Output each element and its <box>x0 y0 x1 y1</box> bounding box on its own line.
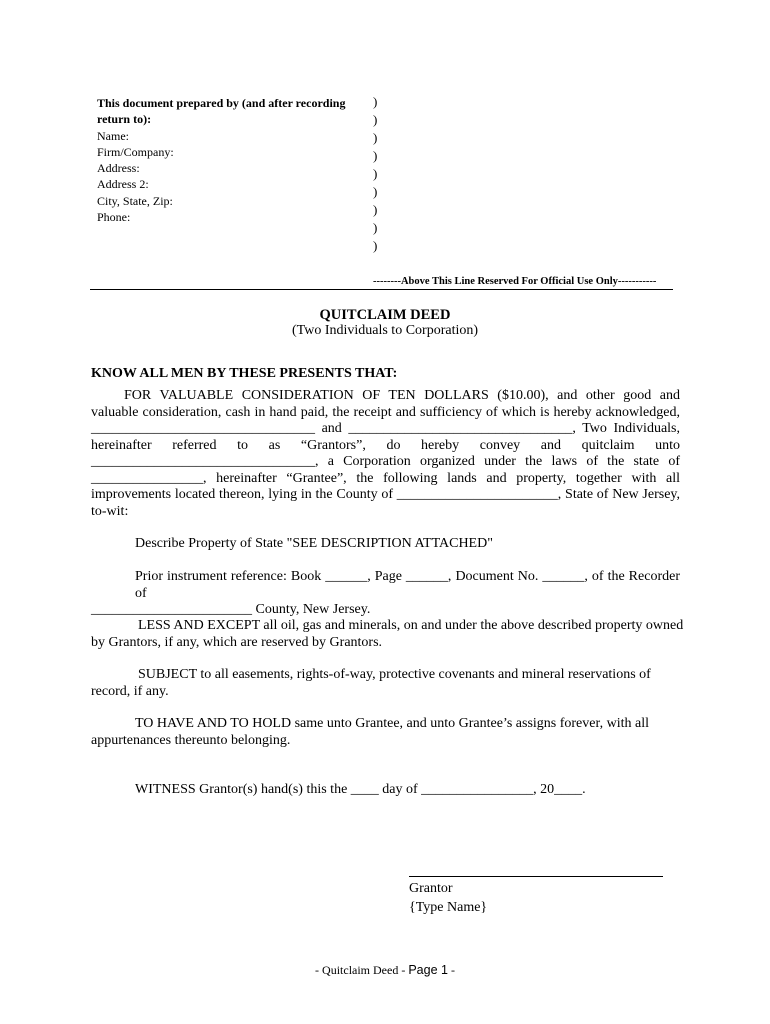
preparer-block <box>97 95 345 225</box>
signature-line <box>409 876 663 877</box>
recording-divider <box>90 289 673 290</box>
footer-suffix: - <box>447 963 455 977</box>
official-use-notice: --------Above This Line Reserved For Official Use Only----------- <box>373 276 657 287</box>
prior-instrument-line: Prior instrument reference: Book ______, Page ______, Document No. ______, of the Recorder of <box>135 569 680 601</box>
consideration-line: ________________________________, a Corporation organized under the laws of the state of <box>91 454 680 469</box>
bracket: ) <box>373 94 378 109</box>
less-except-paragraph <box>91 618 684 651</box>
bracket: ) <box>373 220 378 235</box>
consideration-line: to-wit: <box>91 503 129 519</box>
document-subtitle: (Two Individuals to Corporation) <box>291 323 479 338</box>
preparer-heading-line1: This document prepared by (and after recording <box>97 96 346 110</box>
preparer-field-phone: Phone: <box>97 210 131 225</box>
prior-instrument-paragraph <box>91 569 680 619</box>
bracket: ) <box>373 202 378 217</box>
consideration-line: ________________, hereinafter “Grantee”, the following lands and property, together with all <box>91 470 680 486</box>
consideration-line: hereinafter referred to as “Grantors”, do hereby convey and quitclaim unto <box>91 437 680 453</box>
preparer-field-address: Address: <box>97 161 140 176</box>
footer-doc-name: - Quitclaim Deed - <box>315 963 409 977</box>
bracket: ) <box>373 148 378 163</box>
grantor-type-name: {Type Name} <box>409 900 488 915</box>
bracket: ) <box>373 166 378 181</box>
consideration-line: FOR VALUABLE CONSIDERATION OF TEN DOLLARS ($10.00), and other good and <box>124 388 680 403</box>
know-all-heading: KNOW ALL MEN BY THESE PRESENTS THAT: <box>91 366 398 381</box>
habendum-line: TO HAVE AND TO HOLD same unto Grantee, and unto Grantee’s assigns forever, with all <box>135 716 649 731</box>
preparer-field-name: Name: <box>97 128 129 143</box>
document-title: QUITCLAIM DEED <box>319 307 451 323</box>
witness-line: WITNESS Grantor(s) hand(s) this the ____ day of ________________, 20____. <box>135 782 586 797</box>
preparer-field-address2: Address 2: <box>97 177 149 192</box>
habendum-paragraph <box>91 716 680 749</box>
preparer-field-city-state-zip: City, State, Zip: <box>97 193 173 208</box>
consideration-paragraph <box>91 388 680 520</box>
bracket: ) <box>373 184 378 199</box>
footer-page-number: Page 1 <box>408 963 448 977</box>
subject-line: SUBJECT to all easements, rights-of-way, protective covenants and mineral reservations of <box>138 667 651 682</box>
bracket: ) <box>373 112 378 127</box>
page-footer <box>0 963 770 978</box>
bracket: ) <box>373 238 378 253</box>
subject-paragraph <box>91 667 680 700</box>
less-except-line: by Grantors, if any, which are reserved by Grantors. <box>91 634 383 650</box>
preparer-field-firm: Firm/Company: <box>97 144 174 159</box>
preparer-heading-line2: return to): <box>97 112 152 127</box>
habendum-line: appurtenances thereunto belonging. <box>91 732 291 748</box>
subject-line: record, if any. <box>91 683 169 699</box>
signature-block <box>409 879 487 917</box>
bracket-column <box>373 93 377 255</box>
prior-instrument-line: _______________________ County, New Jersey. <box>91 602 371 617</box>
describe-property: Describe Property of State "SEE DESCRIPTION ATTACHED" <box>135 536 493 551</box>
bracket: ) <box>373 130 378 145</box>
consideration-line: improvements located thereon, lying in the County of _______________________, State of New Jersey, <box>91 487 680 502</box>
grantor-label: Grantor <box>409 881 453 896</box>
consideration-line: valuable consideration, cash in hand paid, the receipt and sufficiency of which is hereby acknowledged, <box>91 404 680 420</box>
consideration-line: ________________________________ and ________________________________, Two Individuals, <box>91 421 680 436</box>
less-except-line: LESS AND EXCEPT all oil, gas and minerals, on and under the above described property owned <box>138 618 684 633</box>
